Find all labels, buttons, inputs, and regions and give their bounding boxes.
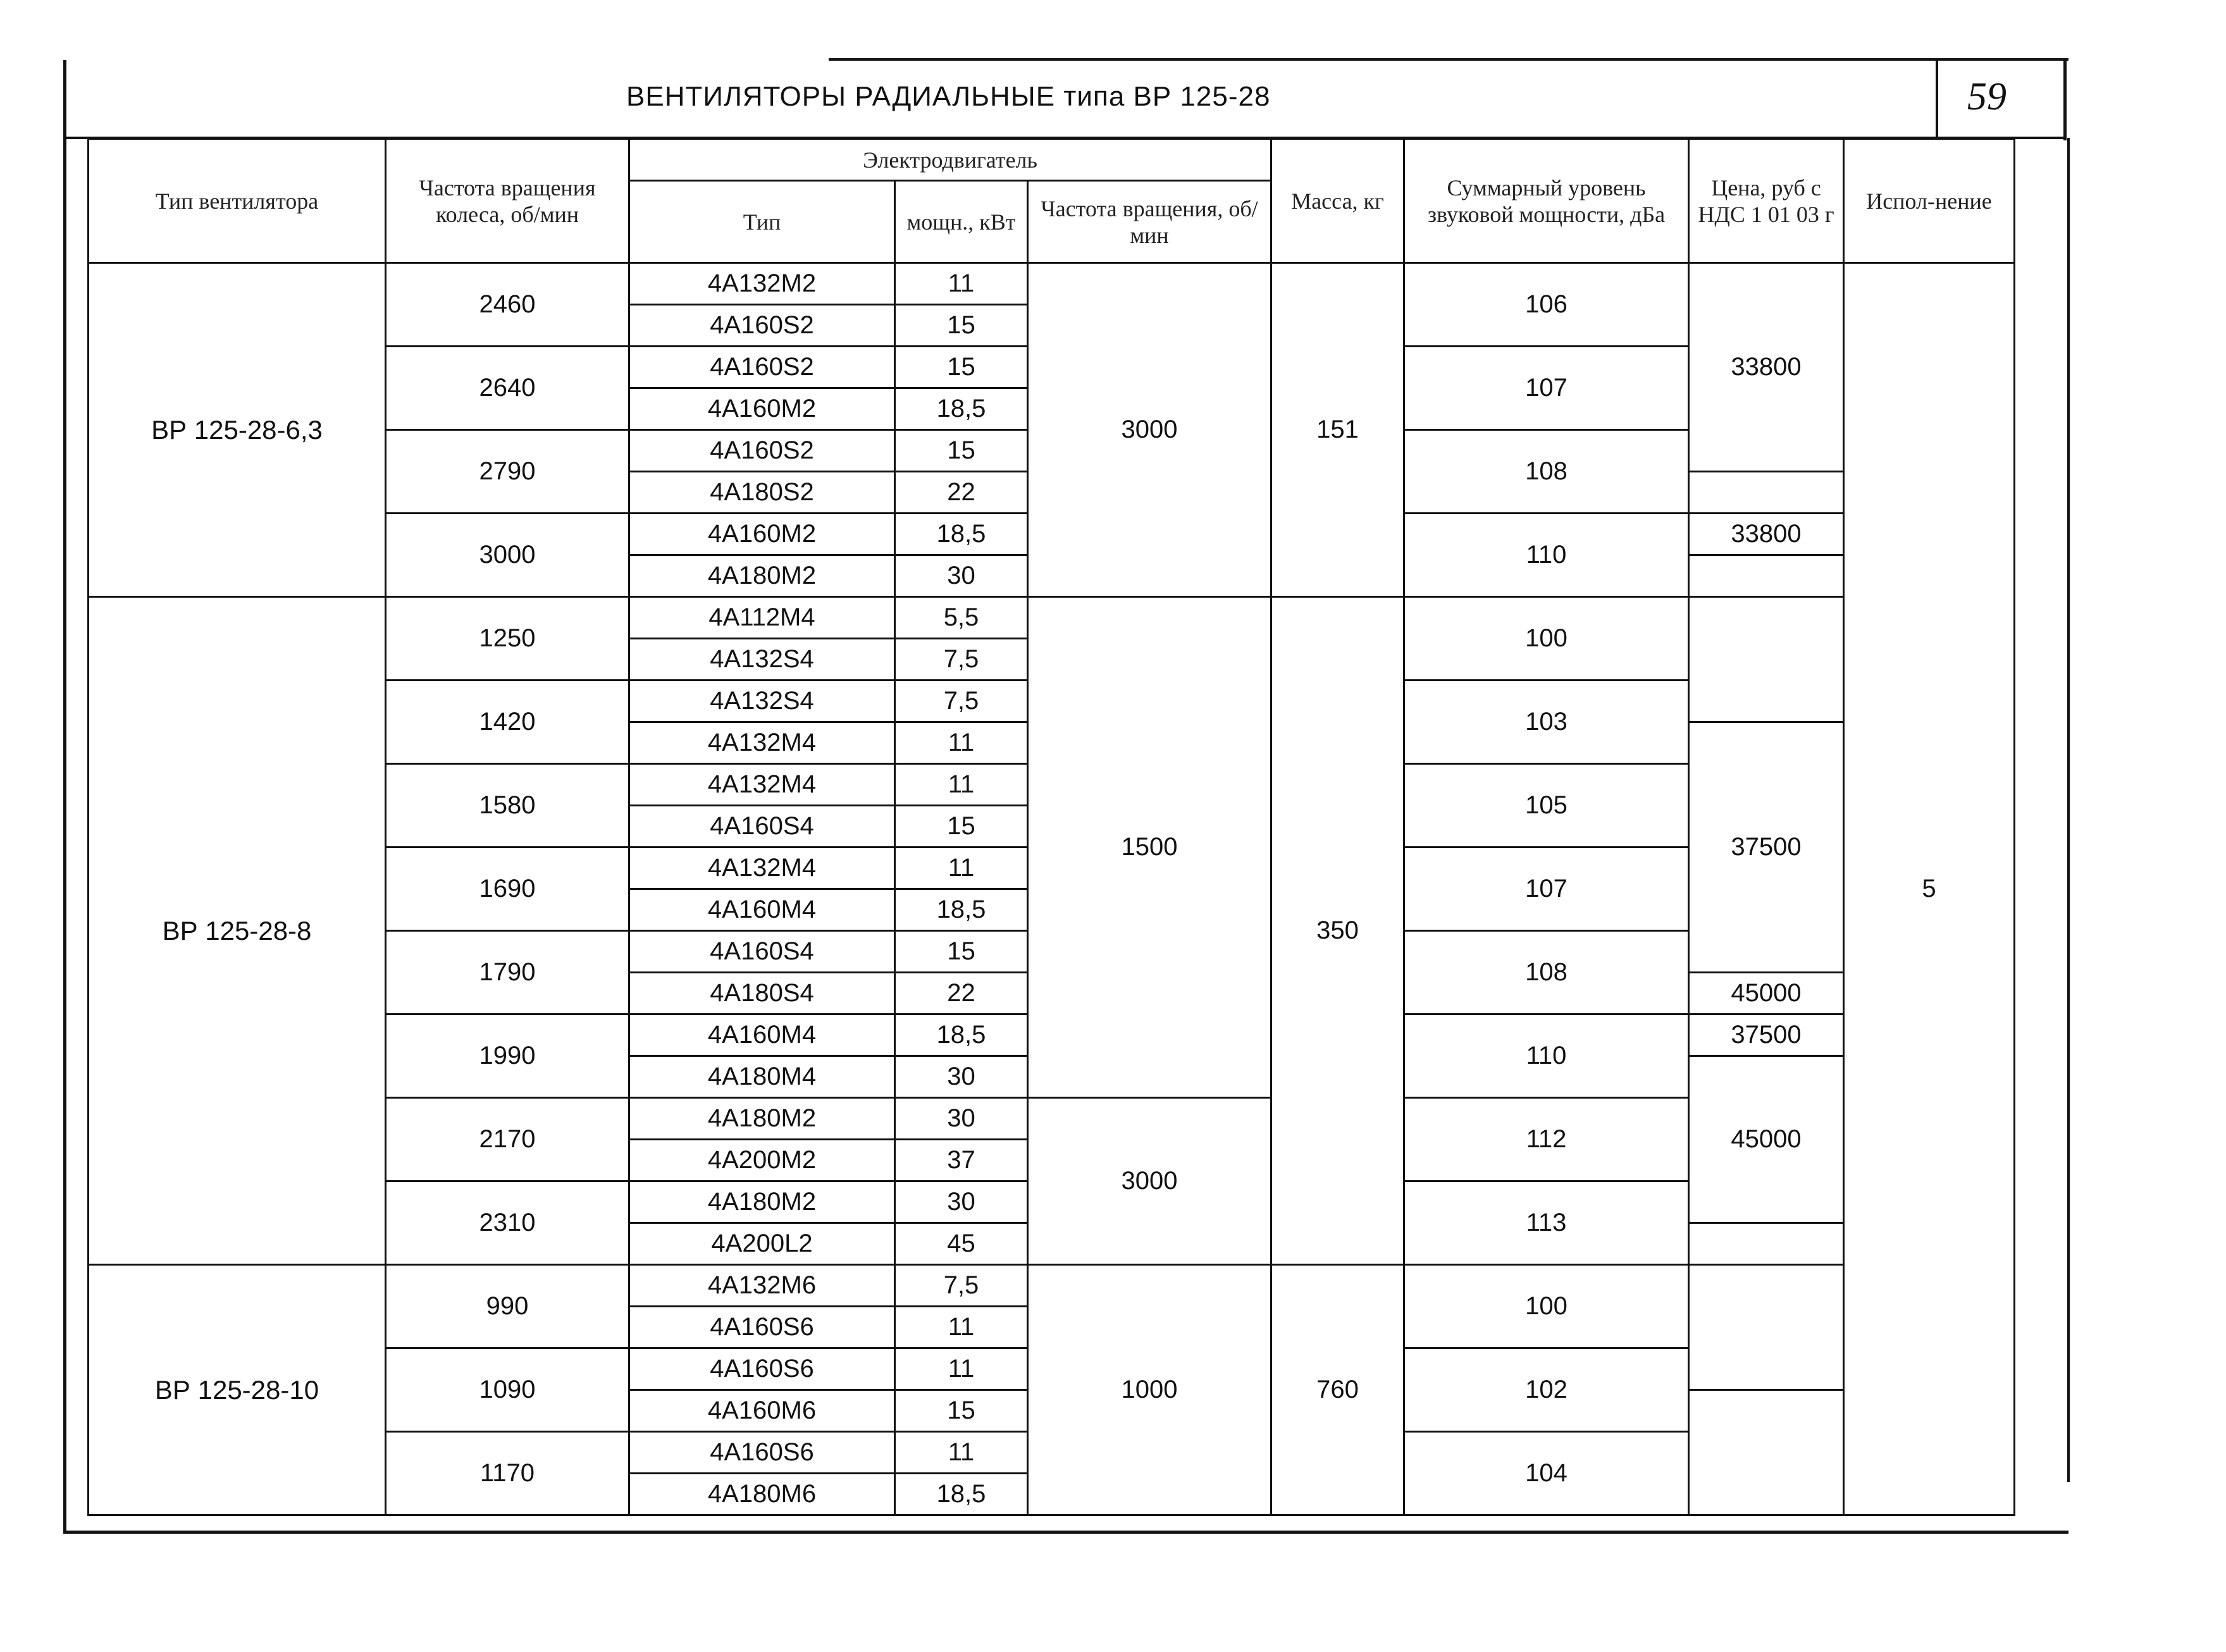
motor-type-cell: 4А160S6 [629, 1432, 895, 1474]
motor-power-cell: 15 [895, 1390, 1028, 1432]
motor-power-cell: 30 [895, 1098, 1028, 1140]
wheel-speed-cell: 990 [386, 1265, 629, 1348]
sound-cell: 108 [1404, 430, 1689, 514]
wheel-speed-cell: 2170 [386, 1098, 629, 1181]
motor-type-cell: 4А180М4 [629, 1056, 895, 1098]
motor-power-cell: 30 [895, 1056, 1028, 1098]
wheel-speed-cell: 2460 [386, 263, 629, 347]
price-cell [1689, 472, 1844, 514]
wheel-speed-cell: 3000 [386, 514, 629, 597]
price-cell: 45000 [1689, 1056, 1844, 1223]
sound-cell: 107 [1404, 848, 1689, 931]
wheel-speed-cell: 1990 [386, 1014, 629, 1098]
motor-type-cell: 4А180М2 [629, 1098, 895, 1140]
motor-type-cell: 4А200L2 [629, 1223, 895, 1265]
motor-power-cell: 11 [895, 764, 1028, 806]
wheel-speed-cell: 2640 [386, 347, 629, 430]
sound-cell: 112 [1404, 1098, 1689, 1181]
motor-power-cell: 30 [895, 555, 1028, 597]
motor-type-cell: 4А132М4 [629, 764, 895, 806]
motor-power-cell: 22 [895, 472, 1028, 514]
motor-power-cell: 5,5 [895, 597, 1028, 639]
motor-power-cell: 15 [895, 931, 1028, 973]
motor-type-cell: 4А160М2 [629, 388, 895, 430]
motor-speed-cell: 3000 [1028, 1098, 1271, 1265]
motor-power-cell: 15 [895, 347, 1028, 388]
wheel-speed-cell: 1420 [386, 681, 629, 764]
sound-cell: 103 [1404, 681, 1689, 764]
motor-type-cell: 4А180М2 [629, 555, 895, 597]
sound-cell: 106 [1404, 263, 1689, 347]
wheel-speed-cell: 1580 [386, 764, 629, 848]
motor-type-cell: 4А160S2 [629, 430, 895, 472]
sound-cell: 102 [1404, 1348, 1689, 1432]
wheel-speed-cell: 1790 [386, 931, 629, 1014]
wheel-speed-cell: 2310 [386, 1181, 629, 1265]
motor-power-cell: 15 [895, 430, 1028, 472]
motor-power-cell: 15 [895, 305, 1028, 347]
motor-type-cell: 4А180S4 [629, 973, 895, 1014]
wheel-speed-cell: 2790 [386, 430, 629, 514]
motor-type-cell: 4А132М2 [629, 263, 895, 305]
motor-type-cell: 4А200М2 [629, 1140, 895, 1181]
wheel-speed-cell: 1690 [386, 848, 629, 931]
design-cell: 5 [1844, 263, 2015, 1515]
motor-type-cell: 4А132S4 [629, 681, 895, 722]
price-cell: 33800 [1689, 263, 1844, 472]
motor-type-cell: 4А132М6 [629, 1265, 895, 1307]
motor-power-cell: 18,5 [895, 1474, 1028, 1515]
wheel-speed-cell: 1250 [386, 597, 629, 681]
motor-type-cell: 4А132М4 [629, 848, 895, 889]
motor-power-cell: 7,5 [895, 681, 1028, 722]
page-number: 59 [1967, 75, 2006, 118]
motor-power-cell: 15 [895, 806, 1028, 848]
motor-type-cell: 4А160S6 [629, 1348, 895, 1390]
price-cell: 33800 [1689, 514, 1844, 555]
motor-power-cell: 18,5 [895, 1014, 1028, 1056]
header-motor-type: Тип [629, 181, 895, 263]
motor-type-cell: 4А160М6 [629, 1390, 895, 1432]
motor-type-cell: 4А132S4 [629, 639, 895, 681]
motor-speed-cell: 1000 [1028, 1265, 1271, 1515]
motor-type-cell: 4А160S2 [629, 305, 895, 347]
header-design: Испол-нение [1844, 139, 2015, 263]
motor-power-cell: 11 [895, 848, 1028, 889]
motor-type-cell: 4А160S4 [629, 931, 895, 973]
fan-type-cell: ВР 125-28-6,3 [89, 263, 386, 597]
price-cell: 37500 [1689, 722, 1844, 973]
mass-cell: 350 [1271, 597, 1404, 1265]
motor-type-cell: 4А160М4 [629, 1014, 895, 1056]
motor-type-cell: 4А160S2 [629, 347, 895, 388]
header-wheel-speed: Частота вращения колеса, об/мин [386, 139, 629, 263]
sound-cell: 113 [1404, 1181, 1689, 1265]
motor-speed-cell: 3000 [1028, 263, 1271, 597]
price-cell: 45000 [1689, 973, 1844, 1014]
motor-power-cell: 30 [895, 1181, 1028, 1223]
header-fan-type: Тип вентилятора [89, 139, 386, 263]
motor-power-cell: 11 [895, 1307, 1028, 1348]
sound-cell: 110 [1404, 514, 1689, 597]
motor-type-cell: 4А160S4 [629, 806, 895, 848]
motor-power-cell: 11 [895, 1348, 1028, 1390]
motor-power-cell: 11 [895, 722, 1028, 764]
header-motor-power: мощн., кВт [895, 181, 1028, 263]
header-motor-group: Электродвигатель [629, 139, 1271, 181]
mass-cell: 151 [1271, 263, 1404, 597]
motor-power-cell: 37 [895, 1140, 1028, 1181]
sound-cell: 105 [1404, 764, 1689, 848]
header-mass: Масса, кг [1271, 139, 1404, 263]
fan-spec-table [87, 138, 2015, 1516]
motor-type-cell: 4А180М2 [629, 1181, 895, 1223]
wheel-speed-cell: 1170 [386, 1432, 629, 1515]
motor-power-cell: 11 [895, 1432, 1028, 1474]
price-cell-empty [1689, 1390, 1844, 1515]
mass-cell: 760 [1271, 1265, 1404, 1515]
price-cell-empty [1689, 597, 1844, 722]
sound-cell: 104 [1404, 1432, 1689, 1515]
sound-cell: 107 [1404, 347, 1689, 430]
table-right-edge [2067, 138, 2070, 1482]
motor-type-cell: 4А180М6 [629, 1474, 895, 1515]
motor-power-cell: 18,5 [895, 388, 1028, 430]
header-sound-power: Суммарный уровень звуковой мощности, дБа [1404, 139, 1689, 263]
price-cell-empty [1689, 1265, 1844, 1390]
motor-type-cell: 4А132М4 [629, 722, 895, 764]
sound-cell: 100 [1404, 1265, 1689, 1348]
sound-cell: 110 [1404, 1014, 1689, 1098]
price-cell: 37500 [1689, 1014, 1844, 1056]
sound-cell: 108 [1404, 931, 1689, 1014]
wheel-speed-cell: 1090 [386, 1348, 629, 1432]
motor-type-cell: 4А160S6 [629, 1307, 895, 1348]
header-motor-speed: Частота вращения, об/мин [1028, 181, 1271, 263]
sound-cell: 100 [1404, 597, 1689, 681]
motor-type-cell: 4А160М4 [629, 889, 895, 931]
header-price: Цена, руб с НДС 1 01 03 г [1689, 139, 1844, 263]
motor-power-cell: 7,5 [895, 639, 1028, 681]
motor-power-cell: 7,5 [895, 1265, 1028, 1307]
motor-power-cell: 18,5 [895, 889, 1028, 931]
fan-type-cell: ВР 125-28-8 [89, 597, 386, 1265]
motor-power-cell: 11 [895, 263, 1028, 305]
motor-power-cell: 18,5 [895, 514, 1028, 555]
motor-type-cell: 4А180S2 [629, 472, 895, 514]
motor-type-cell: 4А160М2 [629, 514, 895, 555]
motor-power-cell: 45 [895, 1223, 1028, 1265]
document-title: ВЕНТИЛЯТОРЫ РАДИАЛЬНЫЕ типа ВР 125-28 [626, 81, 1271, 112]
fan-type-cell: ВР 125-28-10 [89, 1265, 386, 1515]
motor-speed-cell: 1500 [1028, 597, 1271, 1098]
motor-type-cell: 4А112М4 [629, 597, 895, 639]
price-cell [1689, 555, 1844, 597]
motor-power-cell: 22 [895, 973, 1028, 1014]
